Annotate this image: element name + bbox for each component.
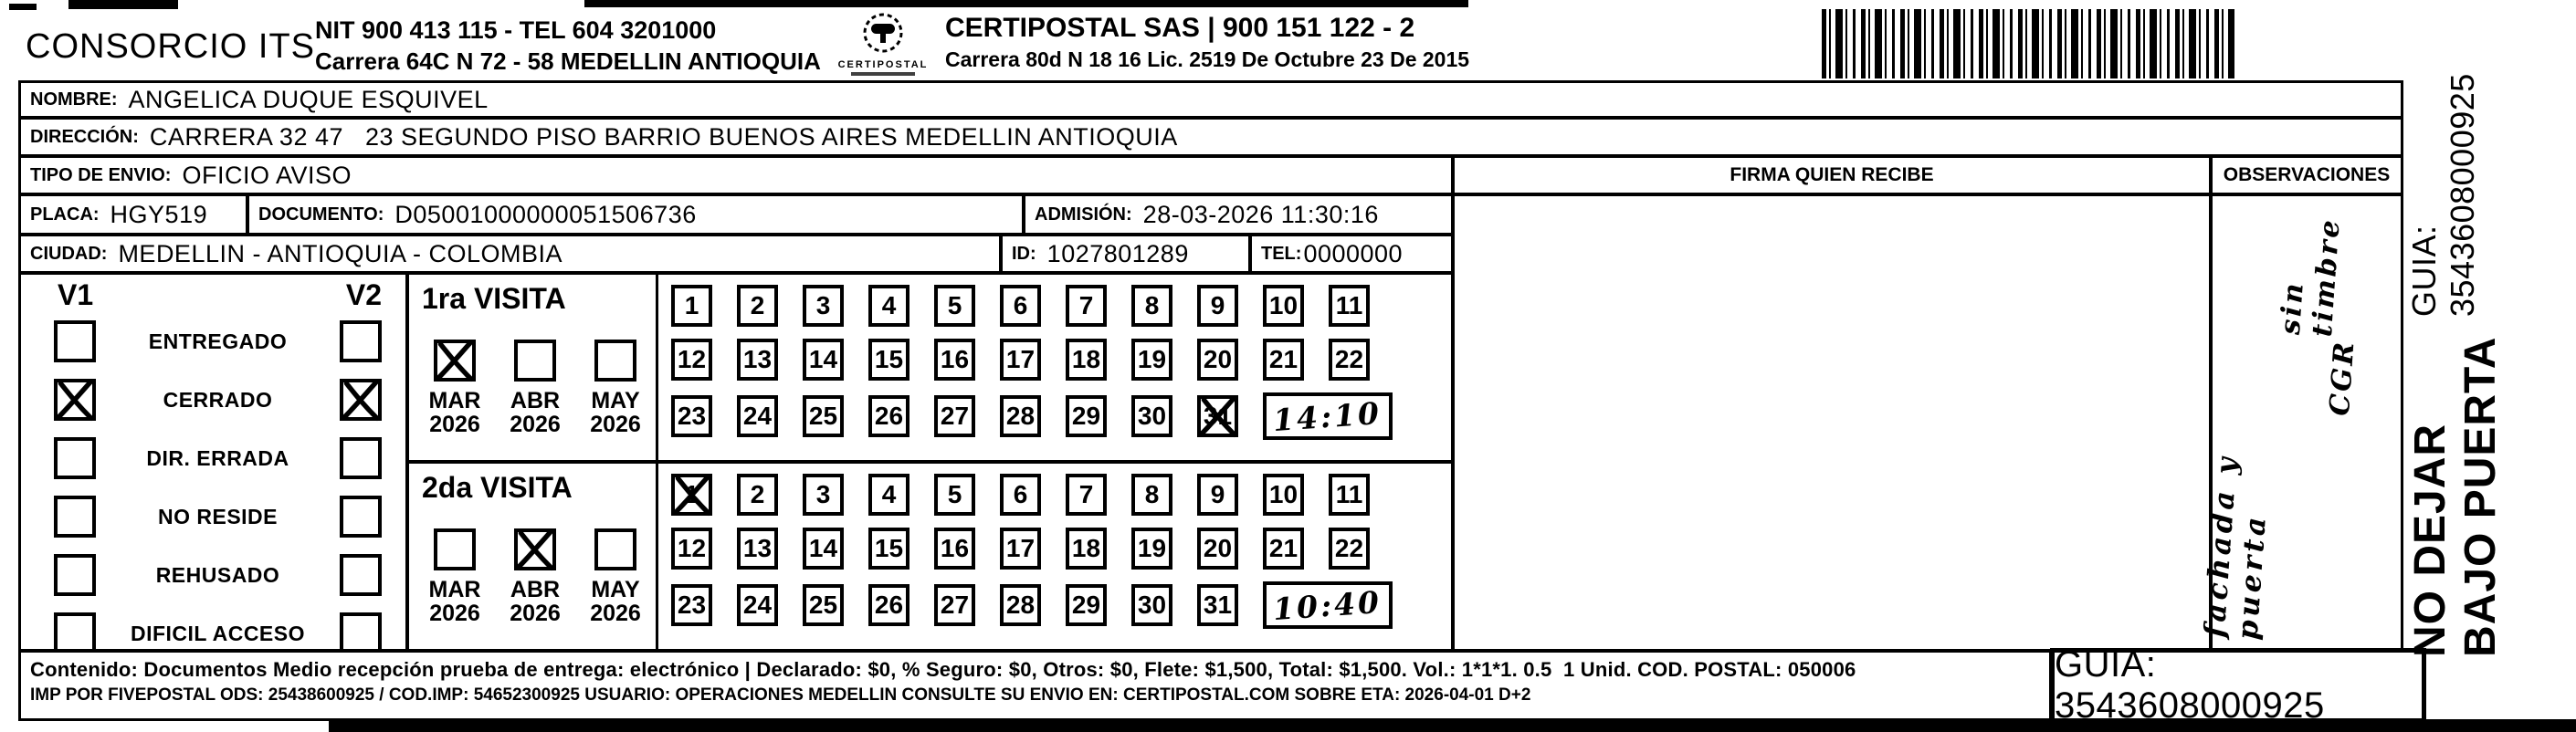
day-box: [1263, 528, 1304, 570]
scan-artifact-top-line: [584, 0, 1468, 7]
tel-value: 0000000: [1303, 239, 1404, 267]
day-box: [934, 474, 975, 516]
status-row: [21, 546, 405, 604]
day-number: 30: [1137, 402, 1167, 430]
firma-header: FIRMA QUIEN RECIBE: [1730, 164, 1934, 185]
day-box: [1066, 395, 1107, 437]
handwritten-x-mark: [1196, 394, 1240, 438]
day-number: 12: [677, 534, 707, 562]
day-row: [671, 474, 1451, 516]
day-box: [1066, 528, 1107, 570]
day-number: 14: [808, 534, 838, 562]
day-box: [934, 395, 975, 437]
day-number: 5: [947, 291, 962, 319]
day-box: [671, 584, 712, 626]
day-box: [868, 474, 909, 516]
month-label: MAY: [591, 577, 640, 602]
company-address-line: Carrera 64C N 72 - 58 MEDELLIN ANTIOQUIA: [315, 47, 821, 75]
nombre-row: [18, 80, 2403, 119]
id-cell: [1000, 234, 1251, 274]
day-box: [934, 285, 975, 327]
day-box: [737, 584, 778, 626]
day-box: [1197, 285, 1238, 327]
footer-imp-line: IMP POR FIVEPOSTAL ODS: 25438600925 / COD.IMP: 54652300925 USUARIO: OPERACIONES MEDELLIN CONSULTE SU ENVIO EN: CERTIPOSTAL.COM SOBRE ETA: 2026-04-01 D+2: [30, 685, 1531, 705]
status-row: [21, 604, 405, 652]
day-box: [1000, 395, 1041, 437]
day-number: 26: [874, 402, 904, 430]
handwritten-x-mark: [433, 339, 477, 382]
day-box: [1329, 339, 1370, 381]
month-label: MAR: [428, 388, 481, 413]
month-checkbox: [514, 528, 556, 570]
day-number: 24: [742, 591, 773, 619]
day-box: [1131, 395, 1172, 437]
observaciones-handwriting-line: fachada y puerta: [2198, 453, 2274, 642]
day-box: [1000, 474, 1041, 516]
admision-value: 28-03-2026 11:30:16: [1142, 200, 1379, 228]
handwritten-x-mark: [53, 378, 97, 422]
v1-checkbox: [54, 320, 96, 362]
day-number: 18: [1071, 534, 1101, 562]
v1-checkbox: [54, 379, 96, 421]
visit-month: [502, 340, 568, 436]
direccion-value: CARRERA 32 47 23 SEGUNDO PISO BARRIO BUENOS AIRES MEDELLIN ANTIOQUIA: [149, 122, 1178, 151]
company-name: CONSORCIO ITS: [26, 27, 316, 66]
v2-checkbox: [340, 320, 382, 362]
month-checkbox: [594, 528, 636, 570]
day-box: [737, 339, 778, 381]
status-row: [21, 312, 405, 371]
documento-cell: [247, 193, 1025, 235]
day-box: [671, 474, 712, 516]
handwritten-x-mark: [339, 378, 383, 422]
observaciones-header: OBSERVACIONES: [2223, 164, 2391, 185]
status-label: DIR. ERRADA: [146, 445, 289, 470]
day-number: 28: [1005, 402, 1036, 430]
day-box: [671, 395, 712, 437]
status-label: DIFICIL ACCESO: [130, 621, 305, 645]
day-box: [1000, 528, 1041, 570]
day-number: 12: [677, 345, 707, 373]
signature-area: [1452, 193, 2212, 652]
company-nit-line: NIT 900 413 115 - TEL 604 3201000: [315, 16, 717, 44]
day-box: [1197, 584, 1238, 626]
first-visit-panel: [406, 272, 1454, 463]
v1-checkbox: [54, 496, 96, 538]
v1-checkbox: [54, 612, 96, 652]
day-number: 28: [1005, 591, 1036, 619]
day-number: 23: [677, 591, 707, 619]
observaciones-handwriting: [2199, 199, 2415, 649]
day-box: [1329, 528, 1370, 570]
day-number: 19: [1137, 534, 1167, 562]
day-number: 25: [808, 402, 838, 430]
status-panel: [18, 272, 408, 652]
visit-month: [422, 528, 488, 625]
month-checkbox: [594, 340, 636, 382]
placa-cell: [18, 193, 248, 235]
day-number: 11: [1335, 480, 1363, 508]
day-number: 16: [940, 345, 970, 373]
direccion-row: [18, 117, 2403, 157]
tel-cell: [1249, 234, 1454, 274]
day-number: 6: [1013, 480, 1028, 508]
day-number: 31: [1203, 591, 1233, 619]
day-number: 10: [1268, 291, 1299, 319]
day-row: [671, 528, 1451, 570]
day-number: 4: [881, 480, 897, 508]
v1-checkbox: [54, 437, 96, 479]
month-year: 2026: [510, 412, 561, 437]
day-number: 15: [874, 345, 904, 373]
certipostal-name-line: CERTIPOSTAL SAS | 900 151 122 - 2: [945, 13, 1415, 43]
day-box: [868, 584, 909, 626]
second-visit-title: 2da VISITA: [422, 471, 573, 504]
day-row: [671, 285, 1451, 327]
day-number: 27: [940, 591, 970, 619]
day-number: 6: [1013, 291, 1028, 319]
day-box: [1197, 528, 1238, 570]
admision-label: ADMISIÓN:: [1035, 204, 1132, 225]
guia-vertical-text: GUIA: 3543608000925: [2405, 72, 2481, 317]
day-box: [1263, 339, 1304, 381]
day-box: [671, 339, 712, 381]
handwritten-visit-time: 10:40: [1272, 583, 1383, 627]
visit-month: [422, 340, 488, 436]
day-box: [803, 395, 844, 437]
day-number: 9: [1210, 291, 1225, 319]
day-number: 20: [1203, 534, 1233, 562]
day-number: 16: [940, 534, 970, 562]
day-number: 2: [750, 291, 765, 319]
day-box: [934, 584, 975, 626]
day-number: 21: [1268, 534, 1299, 562]
day-box: [1131, 528, 1172, 570]
month-year: 2026: [590, 601, 641, 626]
tipo-envio-value: OFICIO AVISO: [182, 161, 352, 189]
day-number: 13: [742, 534, 773, 562]
documento-label: DOCUMENTO:: [258, 204, 384, 225]
day-box: [671, 285, 712, 327]
guia-number-box: [2050, 644, 2426, 726]
first-visit-month-section: [409, 275, 658, 460]
month-checkbox: [514, 340, 556, 382]
v1-column-label: V1: [58, 278, 94, 311]
day-box: [1131, 584, 1172, 626]
v1-checkbox: [54, 554, 96, 596]
nombre-value: ANGELICA DUQUE ESQUIVEL: [128, 85, 489, 113]
footer-info-cell: [18, 650, 2052, 721]
placa-value: HGY519: [110, 200, 208, 228]
v2-column-label: V2: [345, 278, 382, 311]
day-number: 11: [1335, 291, 1363, 319]
day-number: 24: [742, 402, 773, 430]
day-box: [1000, 339, 1041, 381]
v2-checkbox: [340, 437, 382, 479]
second-visit-day-grid: [658, 464, 1451, 649]
visit-month: [583, 340, 648, 436]
day-row: [671, 392, 1451, 440]
month-year: 2026: [429, 412, 480, 437]
day-number: 1: [684, 480, 699, 508]
handwritten-x-mark: [670, 473, 714, 517]
day-number: 21: [1268, 345, 1299, 373]
day-number: 22: [1334, 345, 1364, 373]
v2-checkbox: [340, 379, 382, 421]
certipostal-logo: [833, 11, 933, 76]
status-label: REHUSADO: [155, 562, 280, 587]
day-box: [1329, 285, 1370, 327]
day-number: 19: [1137, 345, 1167, 373]
day-number: 20: [1203, 345, 1233, 373]
day-number: 7: [1078, 291, 1094, 319]
day-number: 17: [1005, 534, 1036, 562]
direccion-label: DIRECCIÓN:: [30, 126, 139, 147]
day-number: 23: [677, 402, 707, 430]
day-box: [803, 584, 844, 626]
certipostal-logo-caption: CERTIPOSTAL: [837, 59, 929, 70]
day-number: 15: [874, 534, 904, 562]
status-header-row: [21, 275, 405, 312]
certipostal-logo-icon: [839, 11, 927, 57]
day-box: [1197, 395, 1238, 437]
observaciones-header-cell: [2210, 155, 2403, 195]
day-number: 1: [684, 291, 699, 319]
day-number: 13: [742, 345, 773, 373]
day-box: [1263, 474, 1304, 516]
no-dejar-bajo-puerta-text: NO DEJAR BAJO PUERTA: [2406, 336, 2505, 657]
scan-artifact-dash: [9, 4, 37, 10]
day-row: [671, 581, 1451, 629]
day-box: [1131, 339, 1172, 381]
month-label: MAY: [591, 388, 640, 413]
month-year: 2026: [590, 412, 641, 437]
day-box: [1329, 474, 1370, 516]
day-box: [737, 528, 778, 570]
day-box: [1197, 474, 1238, 516]
certipostal-license-line: Carrera 80d N 18 16 Lic. 2519 De Octubre 23 De 2015: [945, 47, 1470, 71]
day-box: [803, 339, 844, 381]
day-number: 31: [1203, 402, 1233, 430]
scan-artifact-dash: [68, 0, 178, 9]
day-number: 30: [1137, 591, 1167, 619]
day-box: [1066, 474, 1107, 516]
day-number: 17: [1005, 345, 1036, 373]
status-label: CERRADO: [163, 387, 273, 412]
month-label: MAR: [428, 577, 481, 602]
day-number: 27: [940, 402, 970, 430]
day-number: 3: [815, 291, 831, 319]
second-visit-panel: [406, 461, 1454, 652]
month-year: 2026: [429, 601, 480, 626]
day-number: 8: [1144, 480, 1160, 508]
day-number: 10: [1268, 480, 1299, 508]
id-label: ID:: [1012, 243, 1036, 264]
day-number: 7: [1078, 480, 1094, 508]
day-box: [1000, 285, 1041, 327]
day-box: [803, 285, 844, 327]
day-number: 25: [808, 591, 838, 619]
placa-label: PLACA:: [30, 204, 100, 225]
v2-checkbox: [340, 496, 382, 538]
day-box: [803, 528, 844, 570]
footer-contenido-line: Contenido: Documentos Medio recepción prueba de entrega: electrónico | Declarado: $0, % Seguro: $0, Otros: $0, Flete: $1,500, Total: $1,500. Vol.: 1*1*1. 0.5 1 Unid. COD. POSTAL: 050006: [30, 658, 1856, 681]
guia-number: GUIA: 3543608000925: [2055, 644, 2325, 726]
tipo-envio-cell: [18, 155, 1454, 195]
side-vertical-strip: [2405, 73, 2560, 657]
day-number: 9: [1210, 480, 1225, 508]
ciudad-cell: [18, 234, 1002, 274]
v2-checkbox: [340, 612, 382, 652]
day-box: [803, 474, 844, 516]
month-checkbox: [434, 528, 476, 570]
day-number: 26: [874, 591, 904, 619]
id-value: 1027801289: [1046, 239, 1189, 267]
day-box: [1131, 474, 1172, 516]
visit-time-box: [1263, 581, 1393, 629]
first-visit-title: 1ra VISITA: [422, 282, 566, 315]
day-number: 2: [750, 480, 765, 508]
status-label: NO RESIDE: [157, 504, 279, 528]
day-number: 18: [1071, 345, 1101, 373]
day-box: [868, 285, 909, 327]
day-box: [737, 395, 778, 437]
certipostal-logo-subline: [851, 72, 915, 76]
visit-month: [583, 528, 648, 625]
day-box: [934, 339, 975, 381]
day-box: [934, 528, 975, 570]
day-number: 14: [808, 345, 838, 373]
barcode: [1822, 9, 2234, 78]
admision-cell: [1023, 193, 1454, 235]
day-box: [1066, 584, 1107, 626]
observaciones-handwriting-line: CGR: [2323, 339, 2361, 418]
status-row: [21, 429, 405, 487]
day-box: [1000, 584, 1041, 626]
month-label: ABR: [510, 577, 561, 602]
day-number: 5: [947, 480, 962, 508]
status-row: [21, 371, 405, 429]
ciudad-value: MEDELLIN - ANTIOQUIA - COLOMBIA: [118, 239, 563, 267]
v2-checkbox: [340, 554, 382, 596]
second-visit-month-section: [409, 464, 658, 649]
ciudad-label: CIUDAD:: [30, 243, 108, 264]
day-box: [671, 528, 712, 570]
documento-value: D05001000000051506736: [394, 200, 697, 228]
tel-label: TEL:: [1261, 243, 1302, 264]
month-year: 2026: [510, 601, 561, 626]
day-number: 4: [881, 291, 897, 319]
firma-header-cell: [1452, 155, 2212, 195]
day-box: [1066, 285, 1107, 327]
month-label: ABR: [510, 388, 561, 413]
observaciones-handwriting-line: sin timbre: [2274, 216, 2347, 339]
day-box: [1131, 285, 1172, 327]
day-number: 22: [1334, 534, 1364, 562]
day-box: [1197, 339, 1238, 381]
visit-month: [502, 528, 568, 625]
first-visit-day-grid: [658, 275, 1451, 460]
handwritten-x-mark: [513, 528, 557, 571]
nombre-label: NOMBRE:: [30, 89, 118, 110]
day-number: 3: [815, 480, 831, 508]
day-row: [671, 339, 1451, 381]
status-row: [21, 487, 405, 546]
day-number: 8: [1144, 291, 1160, 319]
day-number: 29: [1071, 591, 1101, 619]
month-checkbox: [434, 340, 476, 382]
day-box: [868, 528, 909, 570]
tipo-envio-label: TIPO DE ENVIO:: [30, 164, 172, 185]
status-label: ENTREGADO: [148, 329, 288, 353]
day-number: 29: [1071, 402, 1101, 430]
day-box: [737, 285, 778, 327]
handwritten-visit-time: 14:10: [1272, 394, 1383, 438]
day-box: [737, 474, 778, 516]
day-box: [868, 339, 909, 381]
day-box: [868, 395, 909, 437]
day-box: [1263, 285, 1304, 327]
visit-time-box: [1263, 392, 1393, 440]
day-box: [1066, 339, 1107, 381]
